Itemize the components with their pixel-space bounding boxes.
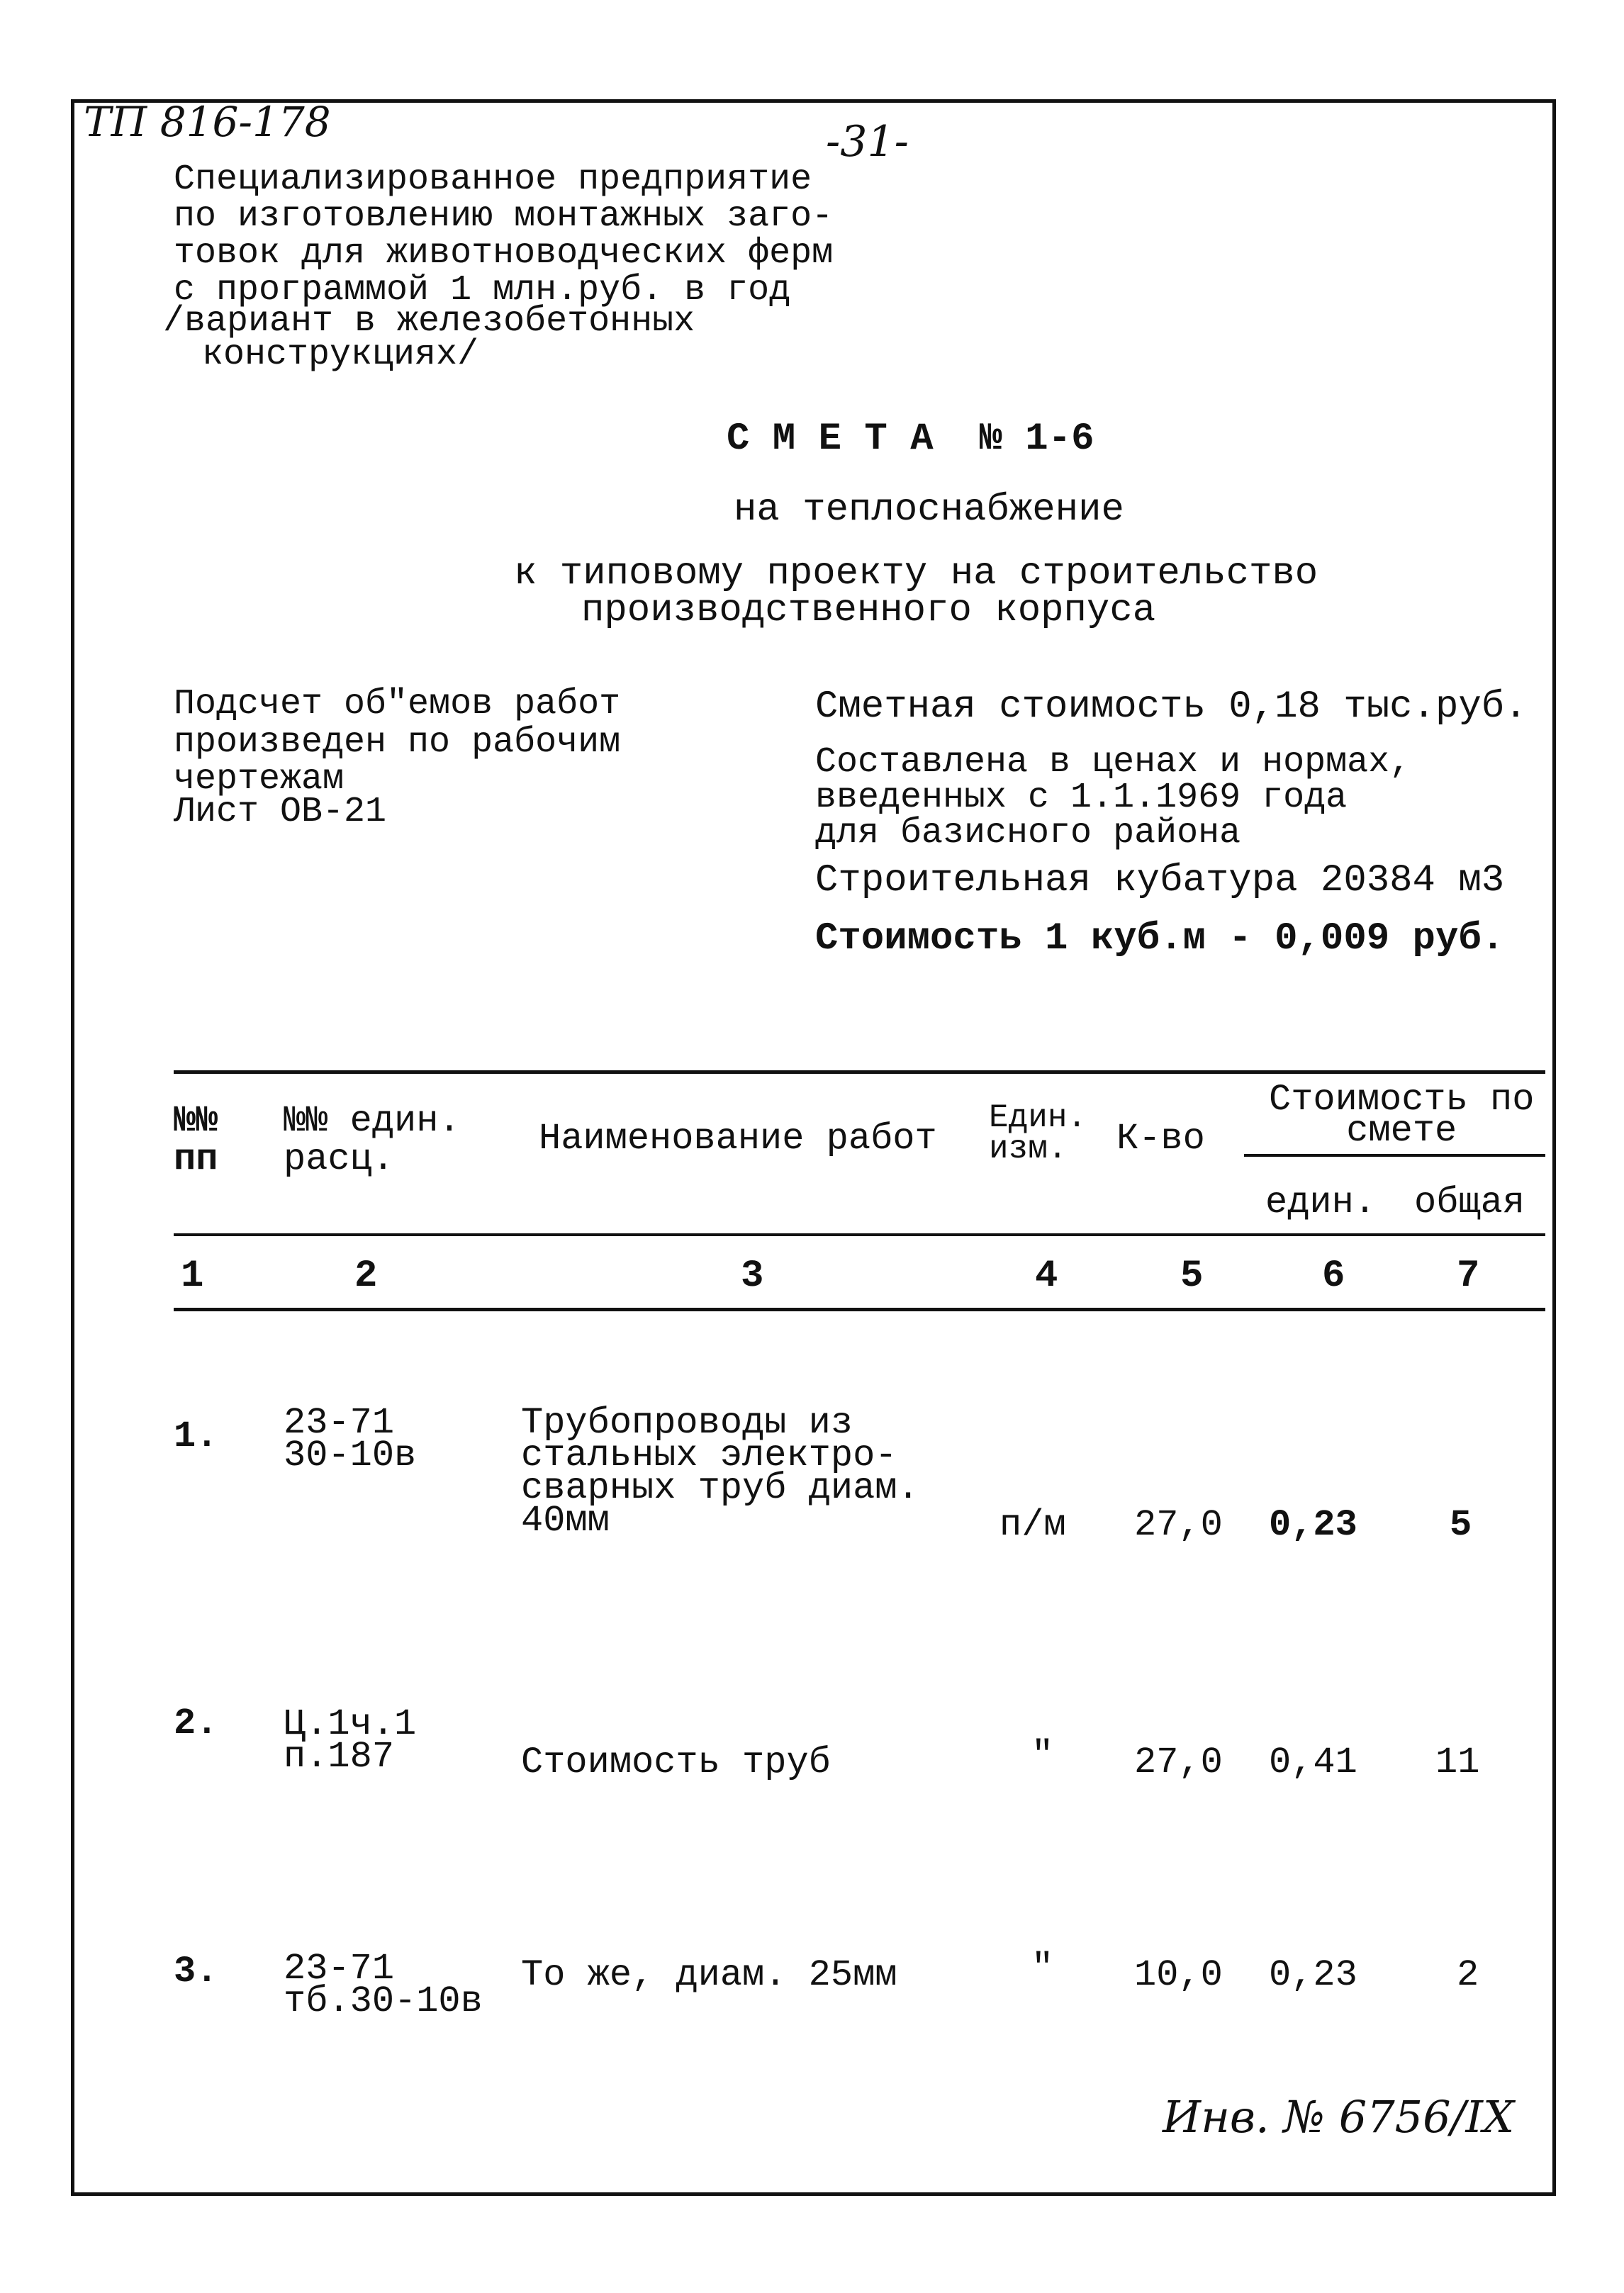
page-number: -31- [826, 117, 909, 167]
inventory-number: Инв. № 6756/IX [1163, 2091, 1515, 2143]
pricing-basis: введенных с 1.1.1969 года [815, 778, 1348, 818]
row-cost-total: 11 [1435, 1742, 1480, 1783]
row-quantity: 27,0 [1134, 1504, 1223, 1546]
row-number: 3. [174, 1951, 218, 1992]
row-cost-unit: 0,41 [1269, 1742, 1357, 1783]
building-volume: Строительная кубатура 20384 м3 [815, 859, 1505, 902]
header-cost-group: Стоимость по смете [1269, 1079, 1535, 1152]
sheet-reference: Лист ОВ-21 [174, 792, 387, 832]
row-cost-unit: 0,23 [1269, 1504, 1357, 1546]
enterprise-line: по изготовлению монтажных заго- [174, 196, 834, 237]
document-code: ТП 816-178 [84, 98, 331, 146]
column-number: 2 [354, 1255, 378, 1298]
header-bottom-rule [174, 1233, 1545, 1236]
header-work-name: Наименование работ [539, 1118, 937, 1160]
column-number: 3 [741, 1255, 764, 1298]
row-rate: 23-71 30-10в [284, 1402, 417, 1476]
enterprise-line: с программой 1 млн.руб. в год [174, 270, 791, 310]
row-unit: " [1031, 1947, 1054, 1989]
table-top-rule [174, 1070, 1545, 1074]
estimate-subtitle: производственного корпуса [581, 589, 1156, 632]
enterprise-line: Специализированное предприятие [174, 159, 812, 200]
column-number: 1 [181, 1255, 204, 1298]
row-cost-total: 2 [1457, 1954, 1479, 1996]
column-numbers-rule [174, 1308, 1545, 1311]
estimate-title: С М Е Т А № 1-6 [727, 417, 1094, 461]
enterprise-line: конструкциях/ [181, 335, 479, 375]
column-number: 7 [1457, 1255, 1480, 1298]
volume-calc-note: произведен по рабочим [174, 722, 621, 763]
header-quantity: К-во [1116, 1118, 1205, 1160]
enterprise-line: товок для животноводческих ферм [174, 233, 834, 274]
row-quantity: 10,0 [1134, 1954, 1223, 1996]
estimate-subtitle: на теплоснабжение [734, 488, 1124, 532]
row-unit: п/м [999, 1504, 1066, 1546]
row-work-name: Трубопроводы из стальных электро- сварных труб диам. 40мм [521, 1402, 919, 1542]
pricing-basis: Составлена в ценах и нормах, [815, 742, 1411, 783]
header-cost-total: общая [1414, 1182, 1525, 1223]
column-number: 4 [1035, 1255, 1058, 1298]
row-rate: Ц.1ч.1 п.187 [284, 1703, 417, 1778]
column-number: 6 [1322, 1255, 1345, 1298]
row-work-name: То же, диам. 25мм [521, 1954, 897, 1996]
cost-group-rule [1244, 1154, 1545, 1157]
row-number: 1. [174, 1415, 218, 1457]
header-rate: №№ един. расц. [284, 1100, 461, 1180]
header-number: №№ пп [174, 1100, 218, 1180]
row-work-name: Стоимость труб [521, 1742, 831, 1783]
row-cost-total: 5 [1450, 1504, 1472, 1546]
estimate-subtitle: к типовому проекту на строительство [514, 552, 1318, 595]
row-rate: 23-71 тб.30-10в [284, 1948, 483, 2022]
volume-calc-note: Подсчет об"емов работ [174, 684, 621, 724]
header-cost-unit: един. [1265, 1182, 1377, 1223]
row-number: 2. [174, 1703, 218, 1744]
enterprise-line: /вариант в железобетонных [163, 301, 695, 342]
column-number: 5 [1180, 1255, 1204, 1298]
row-cost-unit: 0,23 [1269, 1954, 1357, 1996]
row-quantity: 27,0 [1134, 1742, 1223, 1783]
estimated-cost: Сметная стоимость 0,18 тыс.руб. [815, 685, 1528, 729]
pricing-basis: для базисного района [815, 813, 1241, 853]
header-unit: Един. изм. [989, 1099, 1087, 1167]
cost-per-cubic-meter: Стоимость 1 куб.м - 0,009 руб. [815, 917, 1505, 960]
volume-calc-note: чертежам [174, 759, 345, 800]
row-unit: " [1031, 1734, 1054, 1776]
